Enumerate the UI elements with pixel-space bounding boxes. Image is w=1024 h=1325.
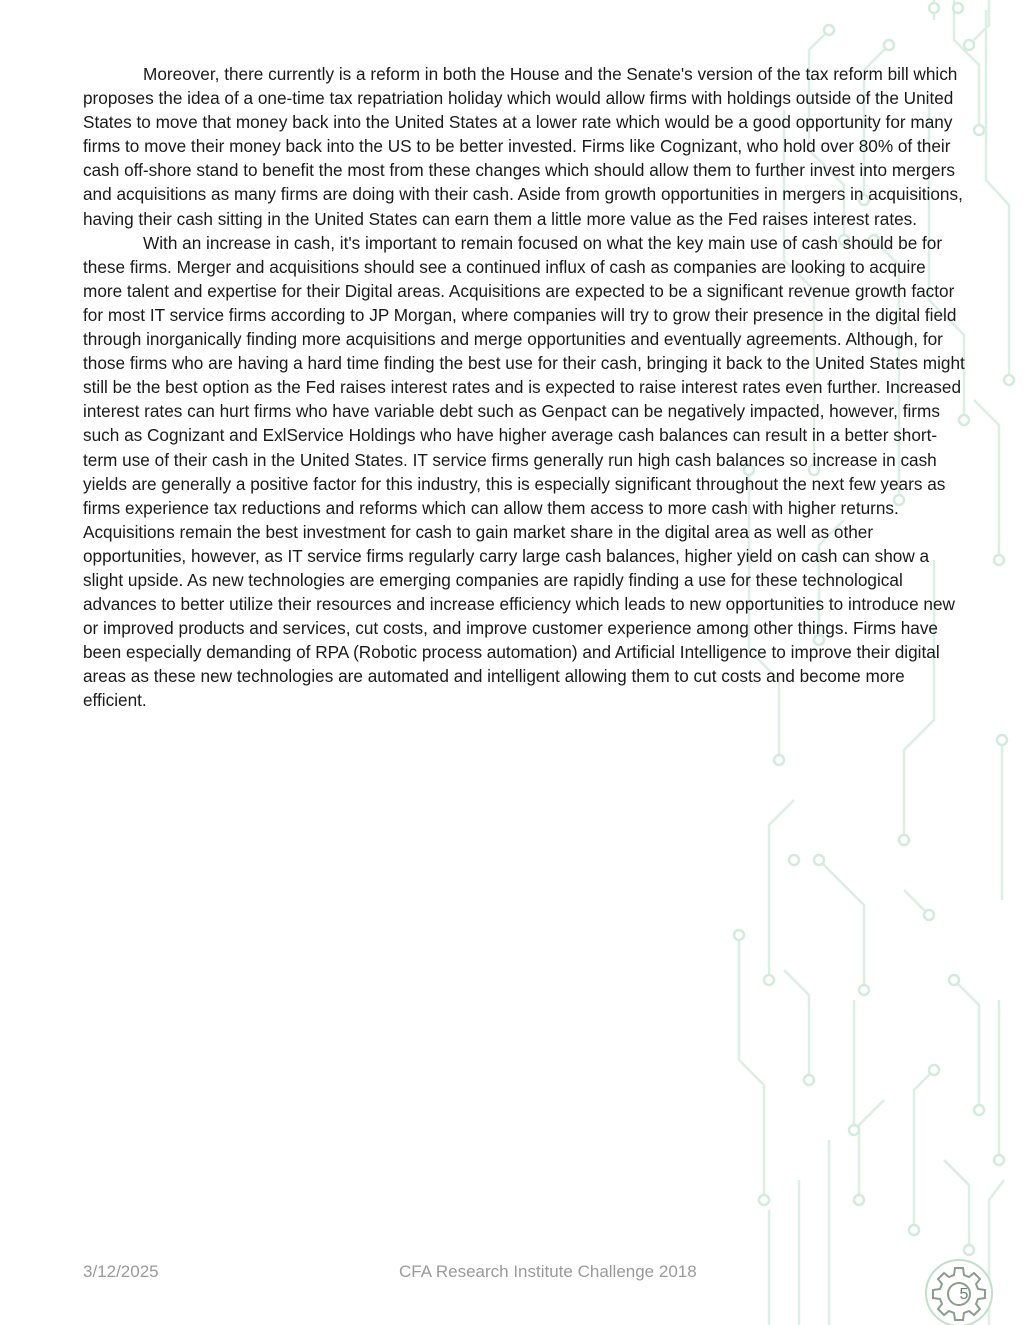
paragraph: Moreover, there currently is a reform in both the House and the Senate's version of the tax reform bill which proposes the idea of a one-time tax repatriation holiday which would allow firms with holdings outside of the United States to move that money back into the United States at a lower rate which would be a good opportunity for many firms to move their money back into the US to be better invested. Firms like Cognizant, who hold over 80% of their cash off-shore stand to benefit the most from these changes which should allow them to further invest into mergers and acquisitions as many firms are doing with their cash. Aside from growth opportunities in mergers in acquisitions, having their cash sitting in the United States can earn them a little more value as the Fed raises interest rates. — [83, 64, 963, 229]
footer-title: CFA Research Institute Challenge 2018 — [399, 1262, 697, 1281]
footer-date: 3/12/2025 — [83, 1262, 159, 1281]
body-text — [83, 62, 965, 713]
page-number: 5 — [959, 1286, 969, 1303]
paragraph: With an increase in cash, it's important to remain focused on what the key main use of cash should be for these firms. Merger and acquisitions should see a continued influx of cash as companies are looking to acquire more talent and expertise for their Digital areas. Acquisitions are expected to be a significant revenue growth factor for most IT service firms according to JP Morgan, where companies will try to grow their presence in the digital field through inorganically finding more acquisitions and merge opportunities and eventually agreements. Although, for those firms who are having a hard time finding the best use for their cash, bringing it back to the United States might still be the best option as the Fed raises interest rates and is expected to raise interest rates even further. Increased interest rates can hurt firms who have variable debt such as Genpact can be negatively impacted, however, firms such as Cognizant and ExlService Holdings who have higher average cash balances can result in a better short-term use of their cash in the United States. IT service firms generally run high cash balances so increase in cash yields are generally a positive factor for this industry, this is especially significant throughout the next few years as firms experience tax reductions and reforms which can allow them access to more cash with higher returns. Acquisitions remain the best investment for cash to gain market share in the digital area as well as other opportunities, however, as IT service firms regularly carry large cash balances, higher yield on cash can show a slight upside. As new technologies are emerging companies are rapidly finding a use for these technological advances to better utilize their resources and increase efficiency which leads to new opportunities to introduce new or improved products and services, cut costs, and improve customer experience among other things. Firms have been especially demanding of RPA (Robotic process automation) and Artificial Intelligence to improve their digital areas as these new technologies are automated and intelligent allowing them to cut costs and become more efficient. — [83, 232, 965, 711]
